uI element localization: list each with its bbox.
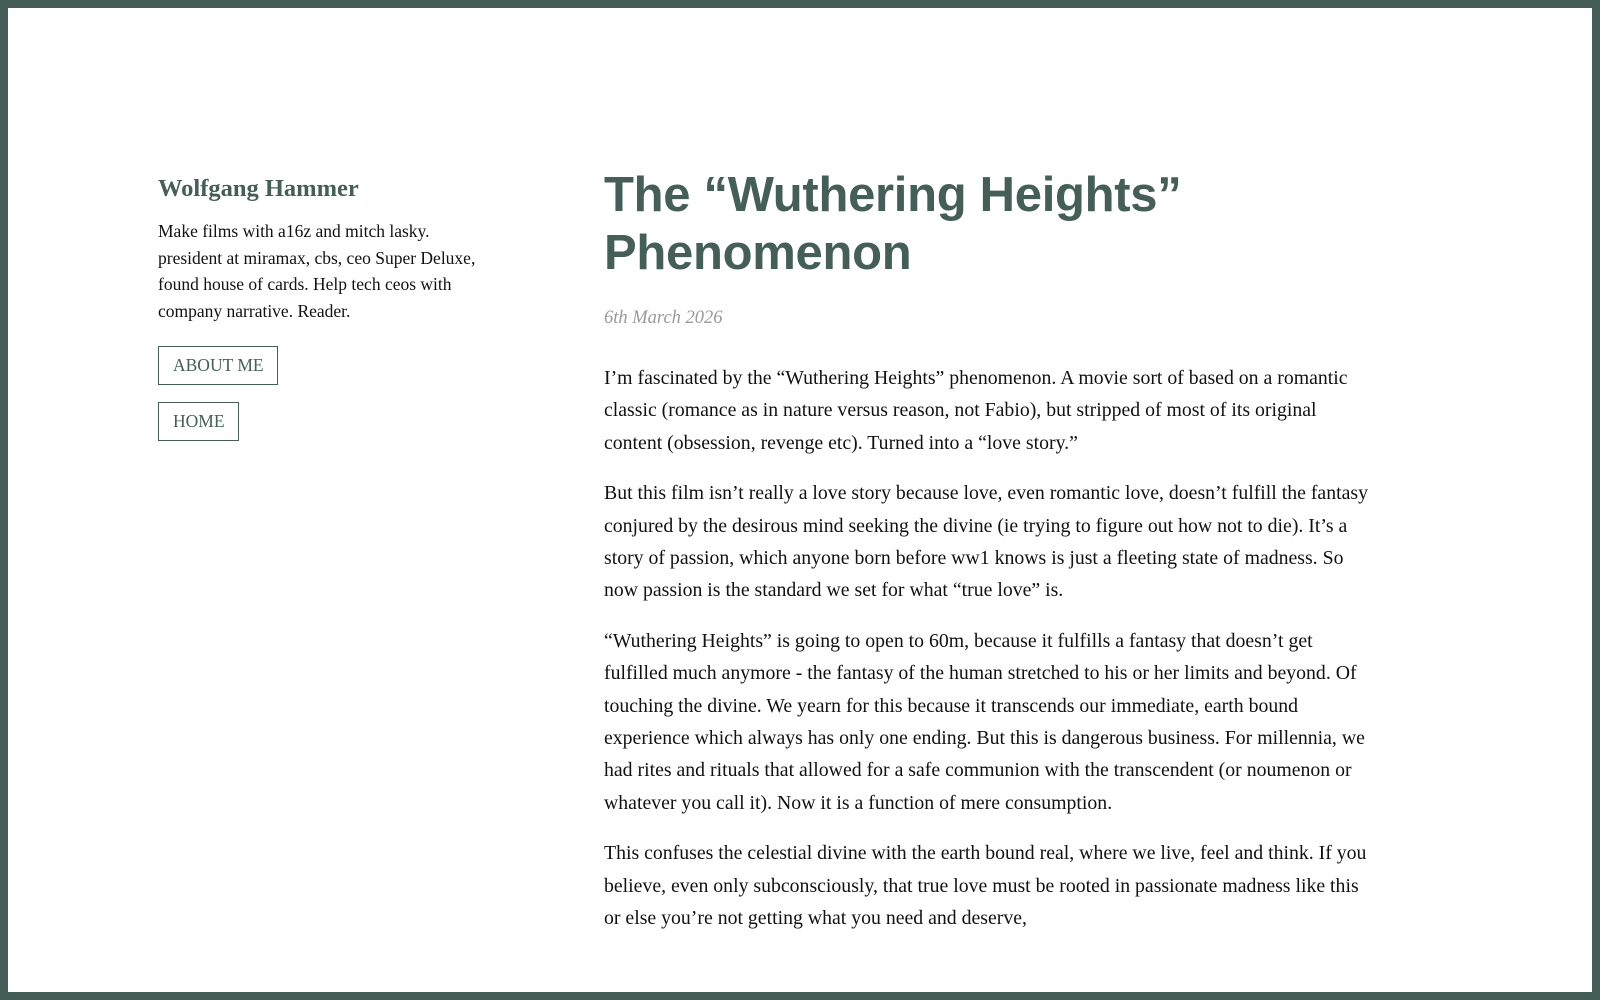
article bbox=[604, 166, 1374, 953]
nav-item-home bbox=[158, 402, 488, 441]
nav-item-about bbox=[158, 346, 488, 385]
article-paragraph: But this film isn’t really a love story because love, even romantic love, doesn’t fulfill the fantasy conjured by the desirous mind seeking the divine (ie trying to figure out how not to die). It’s a story of passion, which anyone born before ww1 knows is just a fleeting state of madness. So now passion is the standard we set for what “true love” is. bbox=[604, 482, 1368, 602]
article-title: The “Wuthering Heights” Phenomenon bbox=[604, 168, 1182, 280]
author-bio: Make films with a16z and mitch lasky. president at miramax, cbs, ceo Super Deluxe, found house of cards. Help tech ceos with company narrative. Reader. bbox=[158, 221, 476, 321]
article-paragraph: “Wuthering Heights” is going to open to 60m, because it fulfills a fantasy that doesn’t get fulfilled much anymore - the fantasy of the human stretched to his or her limits and beyond. Of touching the divine. We yearn for this because it transcends our immediate, earth bound experience which always has only one ending. But this is dangerous business. For millennia, we had rites and rituals that allowed for a safe communion with the transcendent (or noumenon or whatever you call it). Now it is a function of mere consumption. bbox=[604, 630, 1365, 814]
page-frame bbox=[8, 8, 1592, 992]
sidebar-nav bbox=[158, 346, 488, 441]
article-paragraph: This confuses the celestial divine with the earth bound real, where we live, feel and think. If you believe, even only subconsciously, that true love must be rooted in passionate madness like this or else you’re not getting what you need and deserve, bbox=[604, 842, 1367, 929]
sidebar bbox=[158, 174, 488, 458]
about-me-button[interactable]: ABOUT ME bbox=[158, 346, 278, 385]
article-body bbox=[604, 362, 1374, 934]
home-button[interactable]: HOME bbox=[158, 402, 239, 441]
article-date: 6th March 2026 bbox=[604, 308, 723, 328]
article-paragraph: I’m fascinated by the “Wuthering Heights” phenomenon. A movie sort of based on a romantic classic (romance as in nature versus reason, not Fabio), but stripped of most of its original content (obsession, revenge etc). Turned into a “love story.” bbox=[604, 367, 1348, 454]
author-name[interactable]: Wolfgang Hammer bbox=[158, 175, 359, 202]
